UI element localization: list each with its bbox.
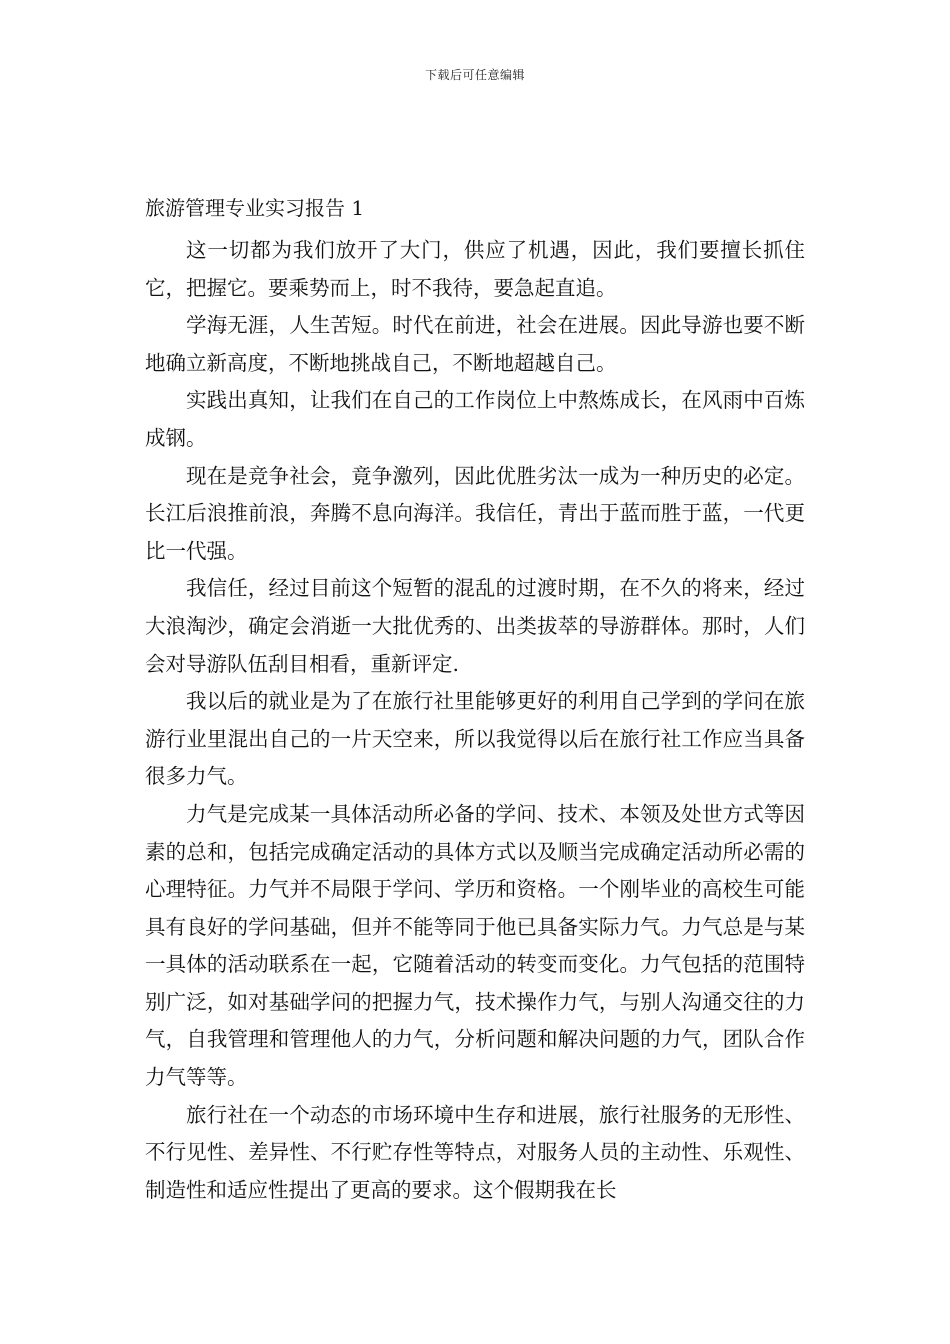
paragraph: 现在是竞争社会，竟争激列，因此优胜劣汰一成为一种历史的必定。长江后浪推前浪，奔腾不息向海洋。我信任，青出于蓝而胜于蓝，一代更比一代强。 [145,463,805,563]
paragraph: 我以后的就业是为了在旅行社里能够更好的利用自己学到的学问在旅游行业里混出自己的一片天空来，所以我觉得以后在旅行社工作应当具备很多力气。 [145,689,805,789]
paragraph: 实践出真知，让我们在自己的工作岗位上中熬炼成长，在风雨中百炼成钢。 [145,388,805,450]
paragraph: 这一切都为我们放开了大门，供应了机遇，因此，我们要擅长抓住它，把握它。要乘势而上，时不我待，要急起直追。 [145,238,805,300]
page-header-note: 下载后可任意编辑 [424,68,525,82]
paragraph: 力气是完成某一具体活动所必备的学问、技术、本领及处世方式等因素的总和，包括完成确定活动的具体方式以及顺当完成确定活动所必需的心理特征。力气并不局限于学问、学历和资格。一个刚毕业的高校生可能具有良好的学问基础，但并不能等同于他已具备实际力气。力气总是与某一具体的活动联系在一起，它随着活动的转变而变化。力气包括的范围特别广泛，如对基础学问的把握力气，技术操作力气，与别人沟通交往的力气，自我管理和管理他人的力气，分析问题和解决问题的力气，团队合作力气等等。 [145,801,805,1090]
paragraph: 我信任，经过目前这个短暂的混乱的过渡时期，在不久的将来，经过大浪淘沙，确定会消逝一大批优秀的、出类拔萃的导游群体。那时，人们会对导游队伍刮目相看，重新评定. [145,576,805,676]
document-body [145,232,805,1209]
paragraph: 旅行社在一个动态的市场环境中生存和进展，旅行社服务的无形性、不行见性、差异性、不行贮存性等特点，对服务人员的主动性、乐观性、制造性和适应性提出了更高的要求。这个假期我在长 [145,1102,805,1202]
paragraph: 学海无涯，人生苦短。时代在前进，社会在进展。因此导游也要不断地确立新高度，不断地挑战自己，不断地超越自己。 [145,313,805,375]
document-title: 旅游管理专业实习报告 1 [145,196,365,220]
